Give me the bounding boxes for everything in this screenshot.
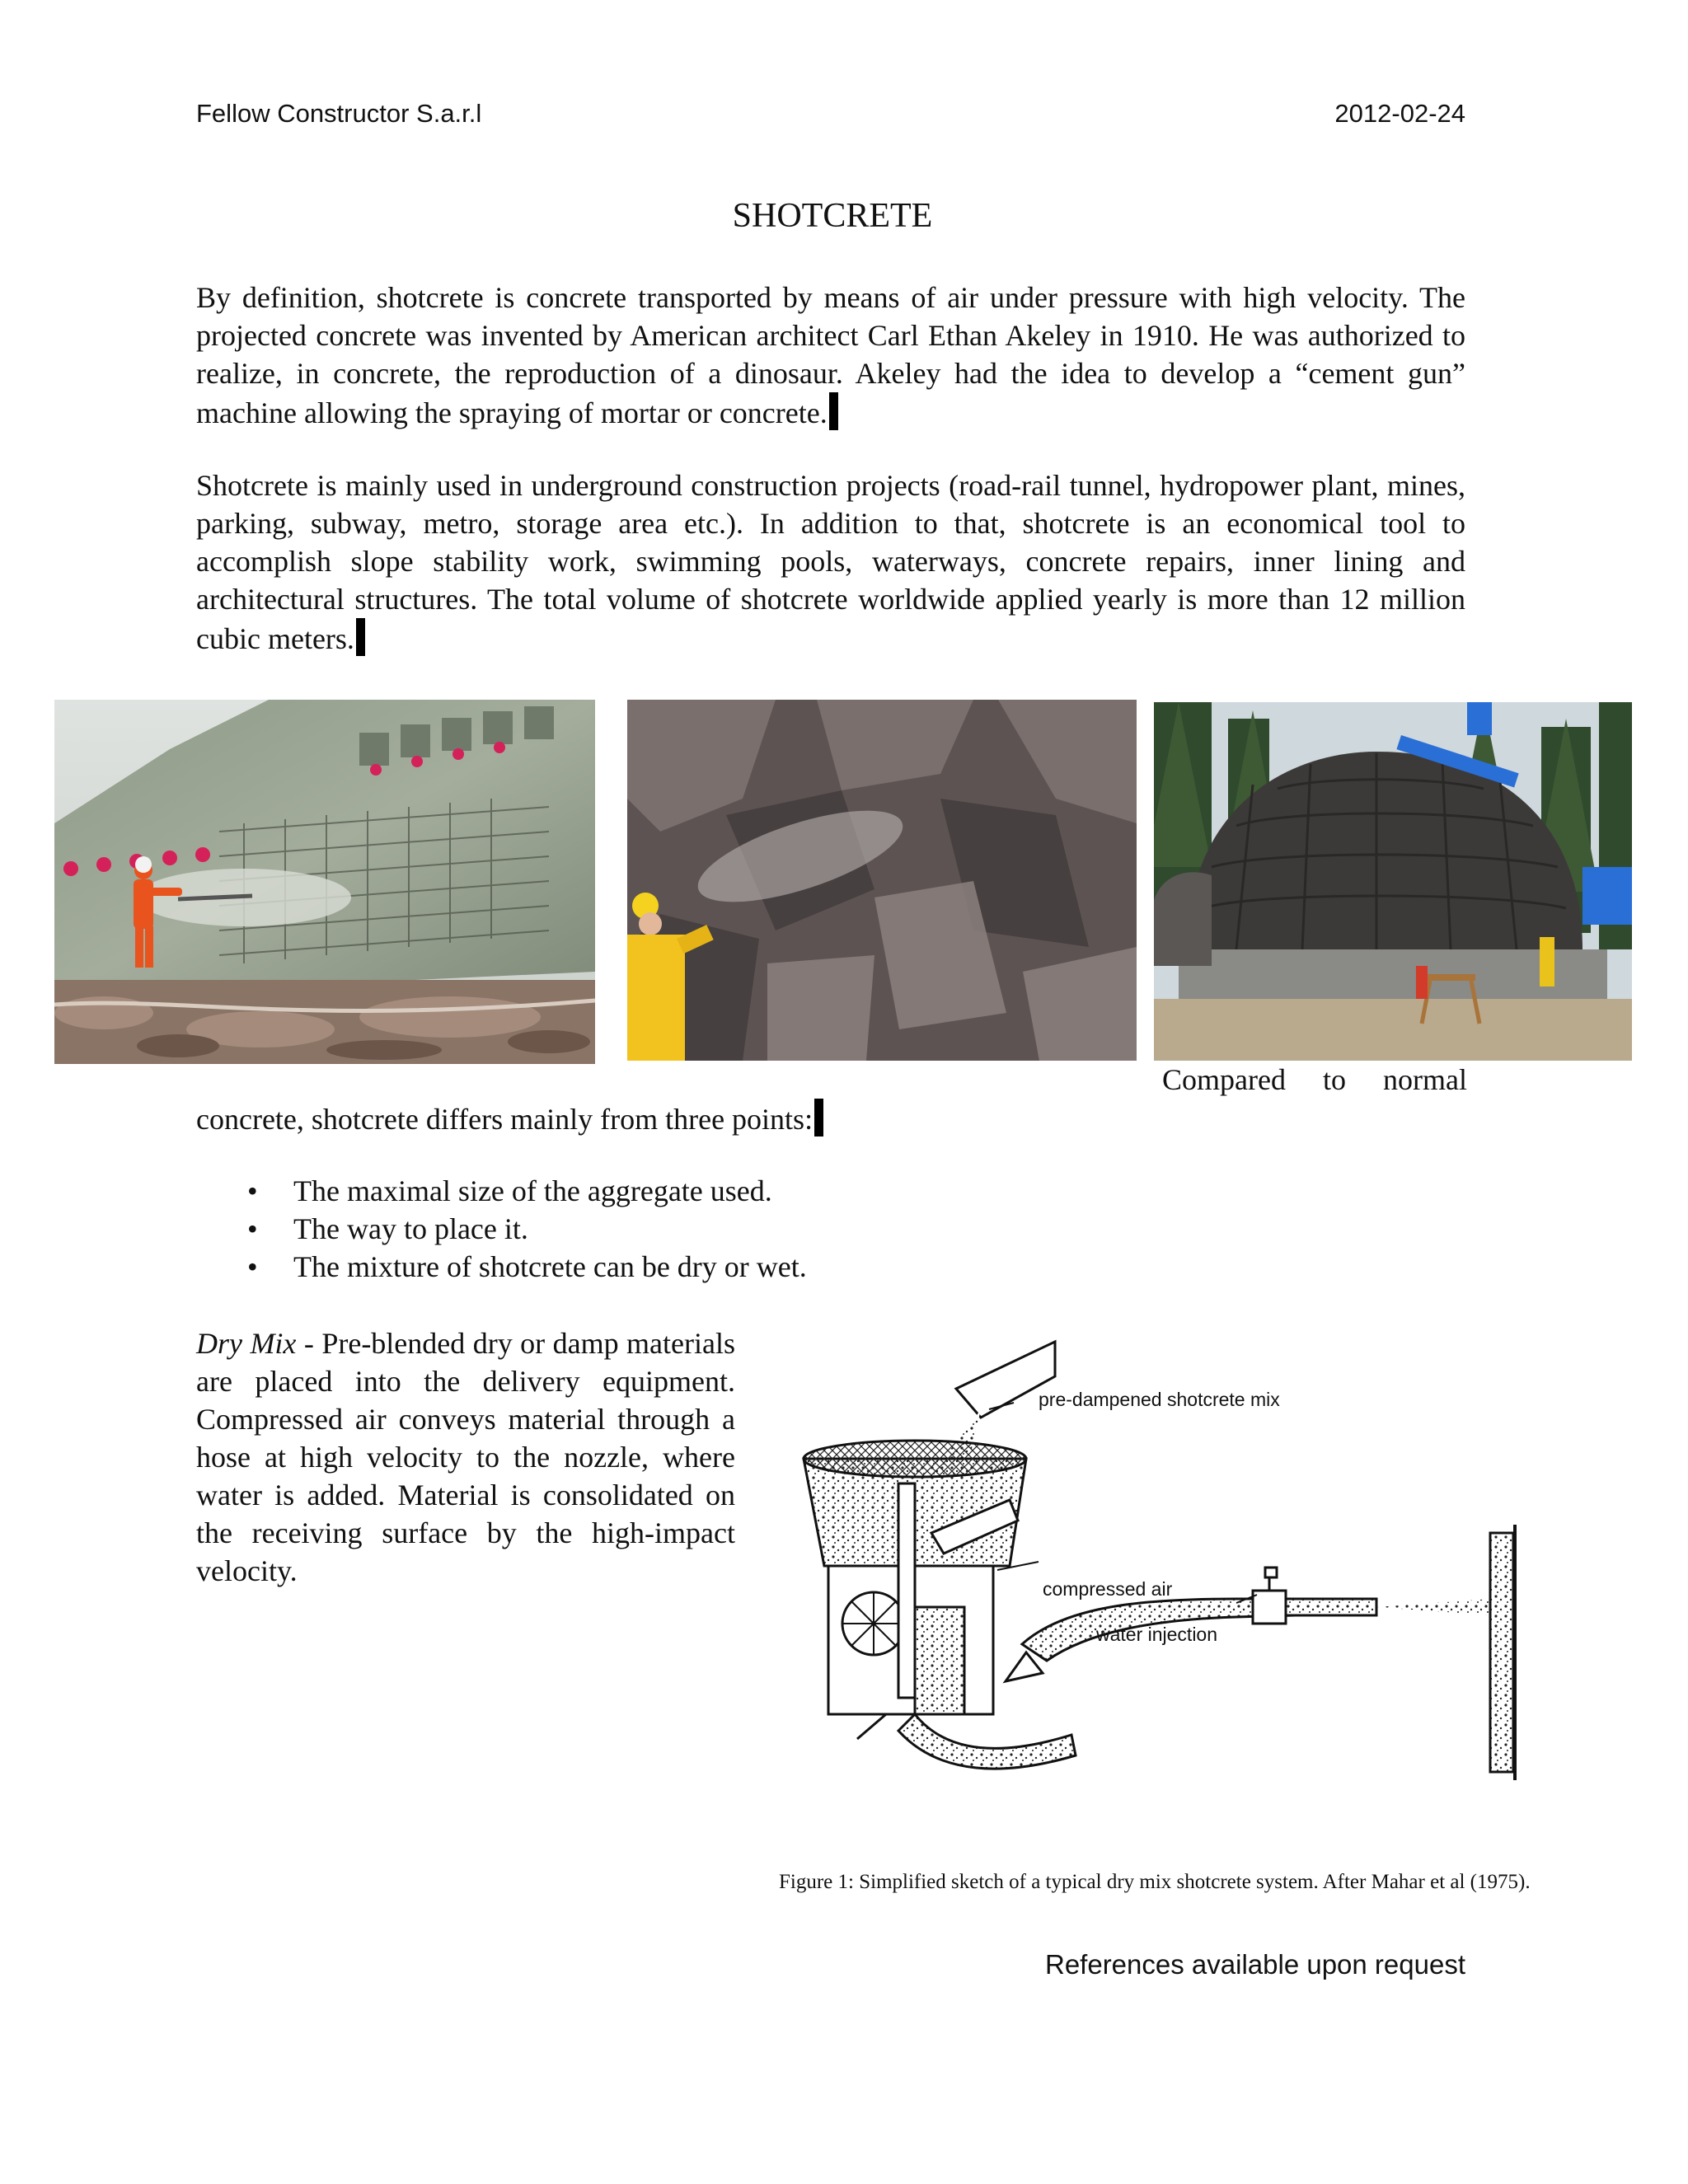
bullet-icon: •	[247, 1250, 258, 1283]
page-title: SHOTCRETE	[732, 197, 933, 235]
paragraph-comparison-end	[196, 1099, 823, 1138]
paragraph-comparison-start: Compared to normal	[1162, 1063, 1467, 1096]
text-cursor	[356, 618, 365, 656]
header-date: 2012-02-24	[1334, 99, 1465, 128]
dry-mix-term: Dry Mix	[196, 1327, 297, 1360]
photo-dome-structure	[1154, 702, 1632, 1061]
list-item: • The mixture of shotcrete can be dry or wet.	[196, 1248, 807, 1286]
photo-rock-face-spraying	[627, 700, 1137, 1061]
figure-dry-mix-system	[791, 1327, 1566, 1813]
footer-note: References available upon request	[1044, 1949, 1465, 1980]
figure-caption: Figure 1: Simplified sketch of a typical dry mix shotcrete system. After Mahar et al (1975).	[779, 1871, 1531, 1893]
text-cursor	[814, 1099, 823, 1137]
dry-mix-text: - Pre-blended dry or damp materials are placed into the delivery equipment. Compressed air conveys material through a hose at high velocity to the nozzle, where water is added. Material is consolidated on the receiving surface by the high-impact velocity.	[196, 1327, 735, 1587]
figure-label-water: water injection	[1096, 1624, 1218, 1645]
paragraph-uses-text: Shotcrete is mainly used in underground construction projects (road-rail tunnel, hydropower plant, mines, parking, subway, metro, storage area etc.). In addition to that, shotcrete is an economical tool to accomplish slope stability work, swimming pools, waterways, concrete repairs, inner lining and architectural structures. The total volume of shotcrete worldwide applied yearly is more than 12 million cubic meters.	[196, 469, 1465, 655]
bullet-icon: •	[247, 1174, 258, 1207]
photo-slope-spraying	[54, 700, 595, 1064]
figure-label-mix: pre-dampened shotcrete mix	[1039, 1389, 1280, 1410]
paragraph-comparison-end-text: concrete, shotcrete differs mainly from three points:	[196, 1103, 814, 1136]
paragraph-dry-mix	[196, 1324, 735, 1590]
list-item: • The way to place it.	[196, 1210, 807, 1248]
paragraph-definition-text: By definition, shotcrete is concrete transported by means of air under pressure with high velocity. The projected concrete was invented by American architect Carl Ethan Akeley in 1910. He was authorized to realize, in concrete, the reproduction of a dinosaur. Akeley had the idea to develop a “cement gun” machine allowing the spraying of mortar or concrete.	[196, 281, 1465, 429]
header-company: Fellow Constructor S.a.r.l	[196, 99, 482, 128]
text-cursor	[829, 392, 838, 430]
differences-list	[196, 1172, 807, 1286]
paragraph-uses	[196, 466, 1465, 658]
list-item: • The maximal size of the aggregate used.	[196, 1172, 807, 1210]
paragraph-definition	[196, 279, 1465, 432]
figure-label-air: compressed air	[1043, 1578, 1173, 1600]
bullet-icon: •	[247, 1212, 258, 1245]
